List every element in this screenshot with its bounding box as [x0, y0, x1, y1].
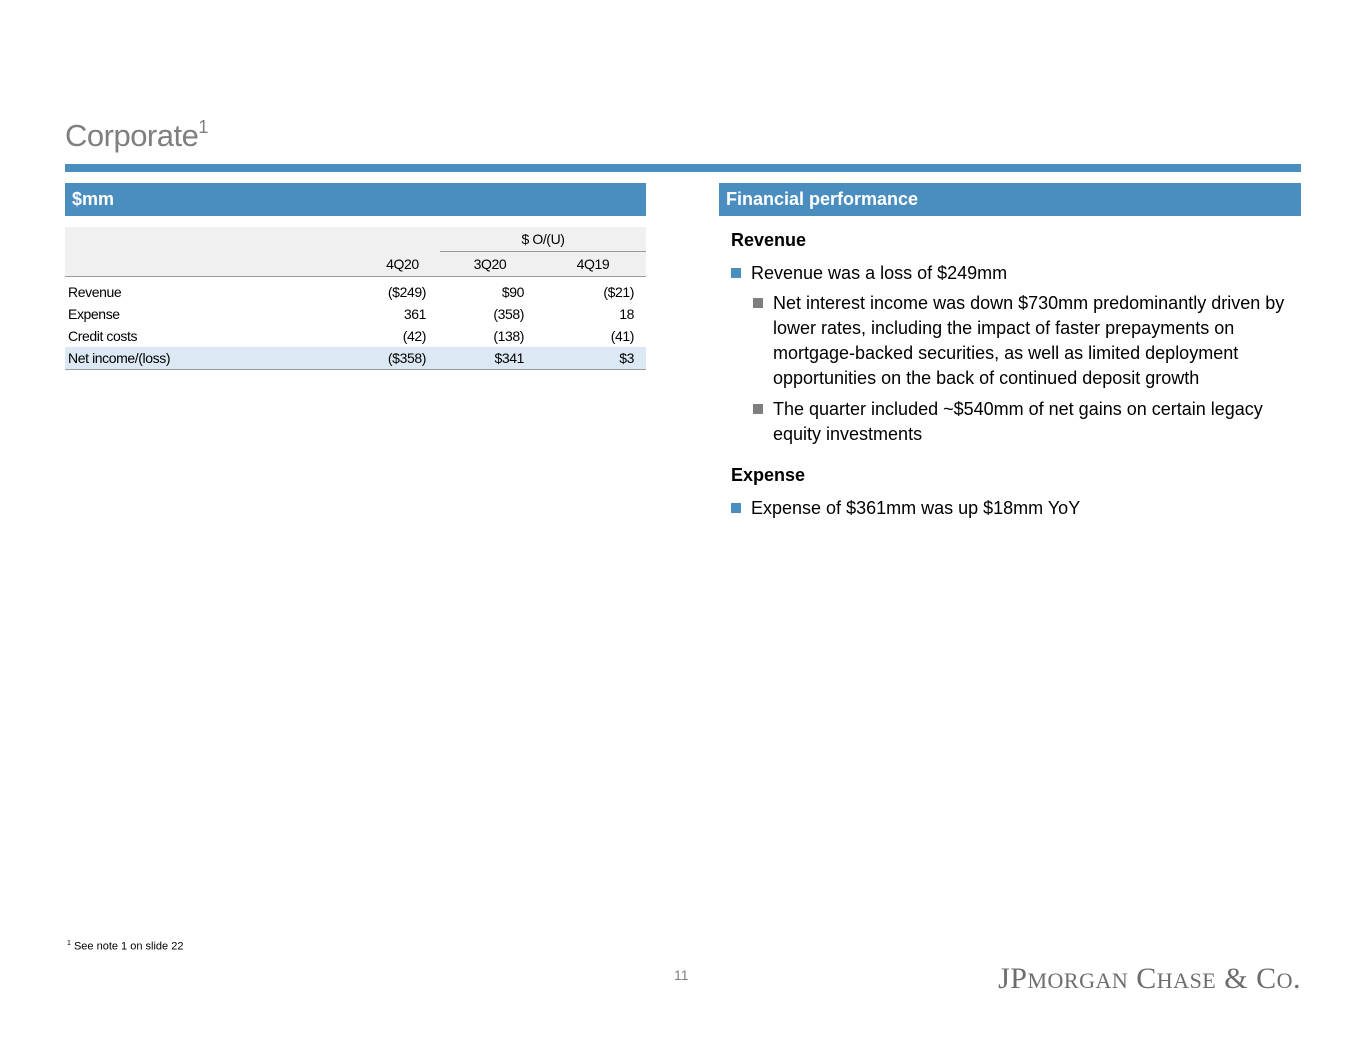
page-title-text: Corporate [65, 118, 199, 153]
table-corner-cell [65, 227, 365, 252]
revenue-sub-bullet: The quarter included ~$540mm of net gains on certain legacy equity investments [751, 397, 1301, 447]
expense-heading: Expense [731, 465, 806, 485]
table-row-net-income [65, 347, 646, 370]
table-row-expense [65, 303, 646, 325]
table-group-header-row [65, 227, 646, 252]
footnote-marker: 1 [67, 940, 71, 947]
cell-value: (42) [402, 328, 426, 344]
cell-value: ($358) [365, 347, 440, 370]
cell-value: 361 [403, 306, 426, 322]
cell-value: $90 [501, 284, 524, 300]
row-label: Expense [68, 306, 120, 322]
page-number: 11 [674, 967, 689, 983]
bullet-text: Revenue was a loss of $249mm [751, 263, 1008, 283]
table-panel-header: $mm [65, 183, 646, 216]
column-header-3q20: 3Q20 [440, 252, 540, 277]
table-corner-cell [365, 227, 440, 252]
revenue-heading: Revenue [731, 230, 807, 250]
financial-performance-header: Financial performance [719, 183, 1301, 216]
cell-value: ($249) [387, 284, 426, 300]
column-header-4q20: 4Q20 [365, 252, 440, 277]
company-logo: JPMORGAN CHASE & CO. [998, 962, 1301, 995]
column-header-4q19: 4Q19 [540, 252, 646, 277]
title-footnote-marker: 1 [198, 116, 208, 137]
cell-value: ($21) [603, 284, 634, 300]
table-corner-cell [65, 252, 365, 277]
row-label: Net income/(loss) [65, 347, 365, 370]
financial-performance-body [731, 228, 1301, 520]
revenue-sub-bullet-list [751, 291, 1301, 447]
revenue-bullet [731, 261, 1301, 447]
cell-value: $341 [440, 347, 540, 370]
cell-value: (358) [493, 306, 524, 322]
title-rule [65, 164, 1301, 172]
table-column-header-row [65, 252, 646, 277]
table-row-revenue [65, 277, 646, 304]
row-label: Revenue [68, 284, 122, 300]
revenue-sub-bullet: Net interest income was down $730mm predominantly driven by lower rates, including the impact of faster prepayments on mortgage-backed securities, as well as limited deployment opportunities on the back of continued deposit growth [751, 291, 1301, 391]
footnote-text: See note 1 on slide 22 [70, 940, 184, 953]
cell-value: 18 [619, 306, 634, 322]
page-title [65, 118, 208, 154]
expense-bullet: Expense of $361mm was up $18mm YoY [731, 496, 1301, 520]
cell-value: $3 [540, 347, 646, 370]
financial-table [65, 227, 646, 370]
revenue-bullet-list [731, 261, 1301, 447]
cell-value: (138) [493, 328, 524, 344]
table-row-credit-costs [65, 325, 646, 347]
cell-value: (41) [610, 328, 634, 344]
row-label: Credit costs [68, 328, 138, 344]
footnote [67, 940, 183, 953]
expense-bullet-list [731, 496, 1301, 520]
ou-group-header: $ O/(U) [440, 227, 646, 252]
